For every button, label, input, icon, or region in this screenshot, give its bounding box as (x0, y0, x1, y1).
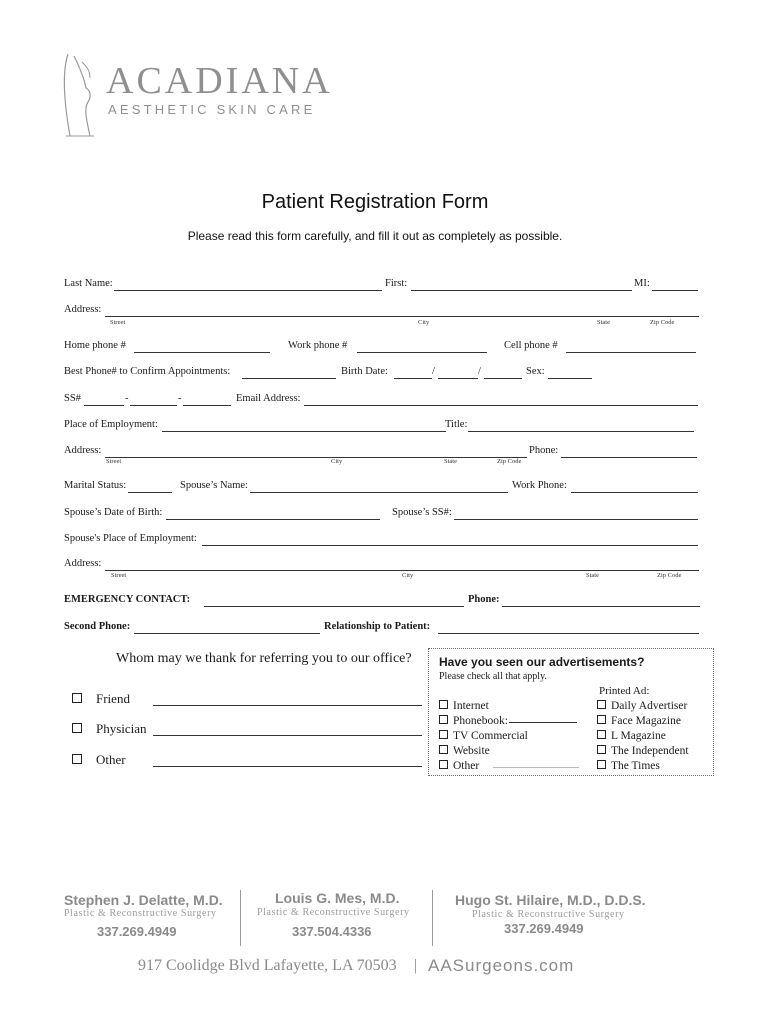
home-phone-label: Home phone # (64, 340, 126, 351)
employment-field[interactable] (162, 431, 446, 432)
ss-label: SS# (64, 393, 81, 404)
ad-option-phonebook[interactable] (439, 714, 577, 729)
form-intro: Please read this form carefully, and fill it out as completely as possible. (187, 229, 563, 243)
row-second-phone (64, 619, 700, 637)
zip-caption: Zip Code (650, 319, 675, 326)
work-phone-field[interactable] (357, 352, 487, 353)
checkbox[interactable] (439, 730, 448, 739)
ad-other-field[interactable] (493, 767, 579, 768)
ad-option-face-magazine[interactable] (597, 714, 681, 729)
referral-other-field[interactable] (153, 766, 422, 767)
ss-part1-field[interactable] (84, 405, 124, 406)
doctor-name: Hugo St. Hilaire, M.D., D.D.S. (455, 892, 646, 908)
address-field[interactable] (105, 316, 699, 317)
checkbox[interactable] (597, 715, 606, 724)
birth-date-label: Birth Date: (341, 366, 388, 377)
ad-option-tv[interactable] (439, 729, 528, 744)
checkbox[interactable] (72, 723, 82, 733)
spouse-dob-field[interactable] (166, 519, 380, 520)
brand-tagline: AESTHETIC SKIN CARE (108, 102, 316, 117)
doctor-specialty: Plastic & Reconstructive Surgery (257, 907, 410, 918)
row-phones (64, 338, 700, 356)
spouse-address-field[interactable] (105, 570, 699, 571)
referral-option-label: Friend (96, 691, 130, 706)
birth-month-field[interactable] (394, 378, 432, 379)
doctor-phone: 337.269.4949 (97, 924, 177, 939)
footer-divider: | (414, 957, 418, 974)
date-separator: / (432, 366, 435, 377)
first-name-field[interactable] (411, 290, 632, 291)
cell-phone-label: Cell phone # (504, 340, 558, 351)
spouse-work-phone-field[interactable] (571, 492, 698, 493)
spouse-employment-field[interactable] (202, 545, 698, 546)
checkbox[interactable] (439, 700, 448, 709)
divider (240, 890, 241, 946)
second-phone-field[interactable] (134, 633, 320, 634)
ad-option-independent[interactable] (597, 744, 689, 759)
checkbox[interactable] (72, 693, 82, 703)
spouse-name-label: Spouse’s Name: (180, 480, 248, 491)
row-marital (64, 478, 700, 496)
ad-option-label: Website (453, 745, 490, 757)
spouse-name-field[interactable] (250, 492, 508, 493)
city-caption: City (402, 572, 414, 579)
spouse-ss-label: Spouse’s SS#: (392, 507, 452, 518)
row-ss-email (64, 391, 700, 409)
state-caption: State (586, 572, 599, 579)
row-employer-address (64, 443, 700, 461)
ad-option-label: Face Magazine (611, 715, 681, 727)
ad-option-label: Internet (453, 700, 489, 712)
silhouette-logo-icon (60, 52, 106, 138)
checkbox[interactable] (597, 760, 606, 769)
cell-phone-field[interactable] (566, 352, 696, 353)
row-emergency (64, 592, 700, 610)
doctor-phone: 337.504.4336 (292, 924, 372, 939)
second-phone-label: Second Phone: (64, 621, 131, 632)
ad-option-label: Other (453, 760, 480, 772)
home-phone-field[interactable] (134, 352, 270, 353)
row-address (64, 302, 700, 320)
website-link[interactable]: AASurgeons.com (428, 956, 575, 975)
ad-option-label: L Magazine (611, 730, 666, 742)
address-label: Address: (64, 304, 102, 315)
office-address: 917 Coolidge Blvd Lafayette, LA 70503 (138, 957, 397, 974)
brand-name: ACADIANA (106, 60, 333, 102)
checkbox[interactable] (597, 730, 606, 739)
ss-dash: - (125, 393, 129, 404)
doctor-name: Louis G. Mes, M.D. (275, 890, 400, 906)
doctor-specialty: Plastic & Reconstructive Surgery (472, 909, 625, 920)
mi-label: MI: (634, 278, 650, 289)
email-label: Email Address: (236, 393, 301, 404)
employer-address-label: Address: (64, 445, 102, 456)
ad-option-label: The Times (611, 760, 660, 772)
spouse-employment-label: Spouse's Place of Employment: (64, 533, 197, 544)
city-caption: City (331, 458, 343, 465)
spouse-address-label: Address: (64, 558, 102, 569)
employment-label: Place of Employment: (64, 419, 158, 430)
referral-friend[interactable] (72, 689, 422, 709)
mi-field[interactable] (652, 290, 698, 291)
phonebook-field[interactable] (509, 722, 577, 723)
checkbox[interactable] (597, 700, 606, 709)
best-phone-label: Best Phone# to Confirm Appointments: (64, 366, 231, 377)
emergency-phone-label: Phone: (468, 594, 500, 605)
ad-option-label: Phonebook: (453, 715, 508, 727)
ad-option-daily-advertiser[interactable] (597, 699, 687, 714)
referral-option-label: Other (96, 752, 126, 767)
ad-box-title: Have you seen our advertisements? (439, 655, 645, 669)
referral-option-label: Physician (96, 721, 147, 736)
row-employment (64, 417, 700, 435)
printed-ad-heading: Printed Ad: (599, 685, 650, 697)
ss-part3-field[interactable] (183, 405, 231, 406)
row-spouse-dob (64, 505, 700, 523)
spouse-work-phone-label: Work Phone: (512, 480, 567, 491)
street-caption: Street (106, 458, 122, 465)
row-spouse-employment (64, 531, 700, 549)
birth-day-field[interactable] (438, 378, 478, 379)
birth-year-field[interactable] (484, 378, 522, 379)
work-phone-label: Work phone # (288, 340, 348, 351)
page-title: Patient Registration Form (261, 191, 489, 213)
title-label: Title: (445, 419, 468, 430)
ad-option-l-magazine[interactable] (597, 729, 666, 744)
employer-phone-label: Phone: (529, 445, 559, 456)
best-phone-field[interactable] (242, 378, 336, 379)
emergency-phone-field[interactable] (502, 606, 700, 607)
ss-dash: - (178, 393, 182, 404)
last-name-field[interactable] (114, 290, 382, 291)
referral-question: Whom may we thank for referring you to our office? (116, 651, 412, 666)
row-name (64, 276, 700, 294)
ad-option-label: The Independent (611, 745, 689, 757)
referral-other[interactable] (72, 750, 422, 770)
row-best-phone (64, 364, 700, 382)
referral-physician-field[interactable] (153, 735, 422, 736)
street-caption: Street (111, 572, 127, 579)
checkbox[interactable] (72, 754, 82, 764)
emergency-contact-label: EMERGENCY CONTACT: (64, 594, 191, 605)
zip-caption: Zip Code (497, 458, 522, 465)
city-caption: City (418, 319, 430, 326)
email-field[interactable] (304, 405, 698, 406)
street-caption: Street (110, 319, 126, 326)
ad-box-instruction: Please check all that apply. (439, 671, 547, 682)
divider (432, 890, 433, 946)
ad-option-label: TV Commercial (453, 730, 528, 742)
state-caption: State (444, 458, 457, 465)
state-caption: State (597, 319, 610, 326)
sex-label: Sex: (526, 366, 545, 377)
checkbox[interactable] (439, 745, 448, 754)
zip-caption: Zip Code (657, 572, 682, 579)
checkbox[interactable] (439, 760, 448, 769)
emergency-contact-field[interactable] (204, 606, 464, 607)
relationship-label: Relationship to Patient: (324, 621, 431, 632)
marital-status-label: Marital Status: (64, 480, 127, 491)
first-name-label: First: (385, 278, 408, 289)
ad-option-other[interactable] (439, 759, 579, 774)
doctor-specialty: Plastic & Reconstructive Surgery (64, 908, 217, 919)
checkbox[interactable] (439, 715, 448, 724)
sex-field[interactable] (548, 378, 592, 379)
marital-status-field[interactable] (128, 492, 172, 493)
ad-option-times[interactable] (597, 759, 660, 774)
ad-option-website[interactable] (439, 744, 490, 759)
advertisement-box (428, 648, 714, 776)
spouse-dob-label: Spouse’s Date of Birth: (64, 507, 163, 518)
doctor-phone: 337.269.4949 (504, 921, 584, 936)
employer-phone-field[interactable] (561, 457, 697, 458)
employer-address-field[interactable] (105, 457, 527, 458)
relationship-field[interactable] (438, 633, 699, 634)
last-name-label: Last Name: (64, 278, 113, 289)
referral-physician[interactable] (72, 719, 422, 739)
row-spouse-address (64, 556, 700, 574)
title-field[interactable] (468, 431, 694, 432)
ad-option-internet[interactable] (439, 699, 489, 714)
spouse-ss-field[interactable] (454, 519, 698, 520)
doctor-name: Stephen J. Delatte, M.D. (64, 892, 223, 908)
checkbox[interactable] (597, 745, 606, 754)
ss-part2-field[interactable] (130, 405, 177, 406)
referral-friend-field[interactable] (153, 705, 422, 706)
ad-option-label: Daily Advertiser (611, 700, 688, 712)
date-separator: / (478, 366, 481, 377)
